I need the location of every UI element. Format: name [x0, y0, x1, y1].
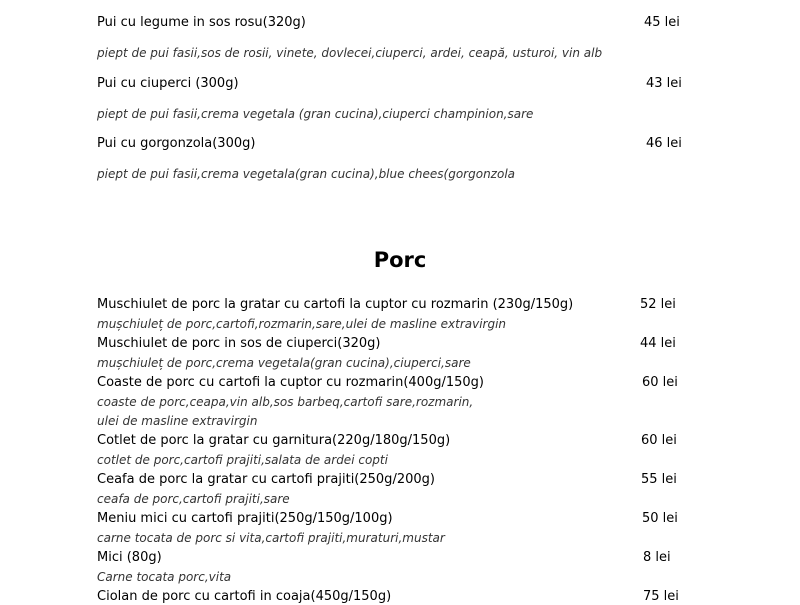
menu-item-description: cotlet de porc,cartofi prajiti,salata de ardei copti — [97, 453, 388, 467]
menu-item-price: 45 lei — [644, 15, 680, 30]
menu-item-name: Pui cu gorgonzola(300g) — [97, 136, 256, 151]
section-title: Porc — [373, 248, 427, 272]
menu-item-description: mușchiuleț de porc,crema vegetala(gran cucina),ciuperci,sare — [97, 356, 471, 370]
menu-item-name: Ceafa de porc la gratar cu cartofi prajiti(250g/200g) — [97, 472, 435, 487]
menu-item-description: mușchiuleț de porc,cartofi,rozmarin,sare,ulei de masline extravirgin — [97, 317, 507, 331]
menu-item-description-continued: ulei de masline extravirgin — [97, 414, 258, 428]
menu-item-price: 60 lei — [641, 433, 677, 448]
menu-item-description: ceafa de porc,cartofi prajiti,sare — [97, 492, 290, 506]
menu-item-name: Muschiulet de porc la gratar cu cartofi la cuptor cu rozmarin (230g/150g) — [97, 297, 574, 312]
menu-item-name: Muschiulet de porc in sos de ciuperci(320g) — [97, 336, 381, 351]
menu-item-price: 8 lei — [643, 550, 671, 565]
menu-item-name: Cotlet de porc la gratar cu garnitura(220g/180g/150g) — [97, 433, 451, 448]
menu-item-description: carne tocata de porc si vita,cartofi prajiti,muraturi,mustar — [97, 531, 445, 545]
menu-item-price: 52 lei — [640, 297, 676, 312]
menu-item-description: piept de pui fasii,crema vegetala(gran cucina),blue chees(gorgonzola — [97, 167, 516, 181]
menu-item-name: Mici (80g) — [97, 550, 162, 565]
menu-item-name: Ciolan de porc cu cartofi in coaja(450g/150g) — [97, 589, 392, 604]
menu-item-name: Meniu mici cu cartofi prajiti(250g/150g/100g) — [97, 511, 393, 526]
menu-item-price: 44 lei — [640, 336, 676, 351]
menu-item-price: 46 lei — [646, 136, 682, 151]
menu-item-price: 75 lei — [643, 589, 679, 604]
menu-item-price: 43 lei — [646, 76, 682, 91]
menu-item-price: 55 lei — [641, 472, 677, 487]
menu-item-price: 50 lei — [642, 511, 678, 526]
menu-item-description: coaste de porc,ceapa,vin alb,sos barbeq,cartofi sare,rozmarin, — [97, 395, 474, 409]
menu-item-description: piept de pui fasii,crema vegetala (gran cucina),ciuperci champinion,sare — [97, 107, 534, 121]
menu-item-name: Coaste de porc cu cartofi la cuptor cu rozmarin(400g/150g) — [97, 375, 484, 390]
menu-item-description: piept de pui fasii,sos de rosii, vinete, dovlecei,ciuperci, ardei, ceapă, usturoi, vin alb — [97, 46, 603, 60]
menu-item-description: Carne tocata porc,vita — [97, 570, 232, 584]
menu-item-name: Pui cu legume in sos rosu(320g) — [97, 15, 306, 30]
menu-item-name: Pui cu ciuperci (300g) — [97, 76, 239, 91]
menu-item-price: 60 lei — [642, 375, 678, 390]
